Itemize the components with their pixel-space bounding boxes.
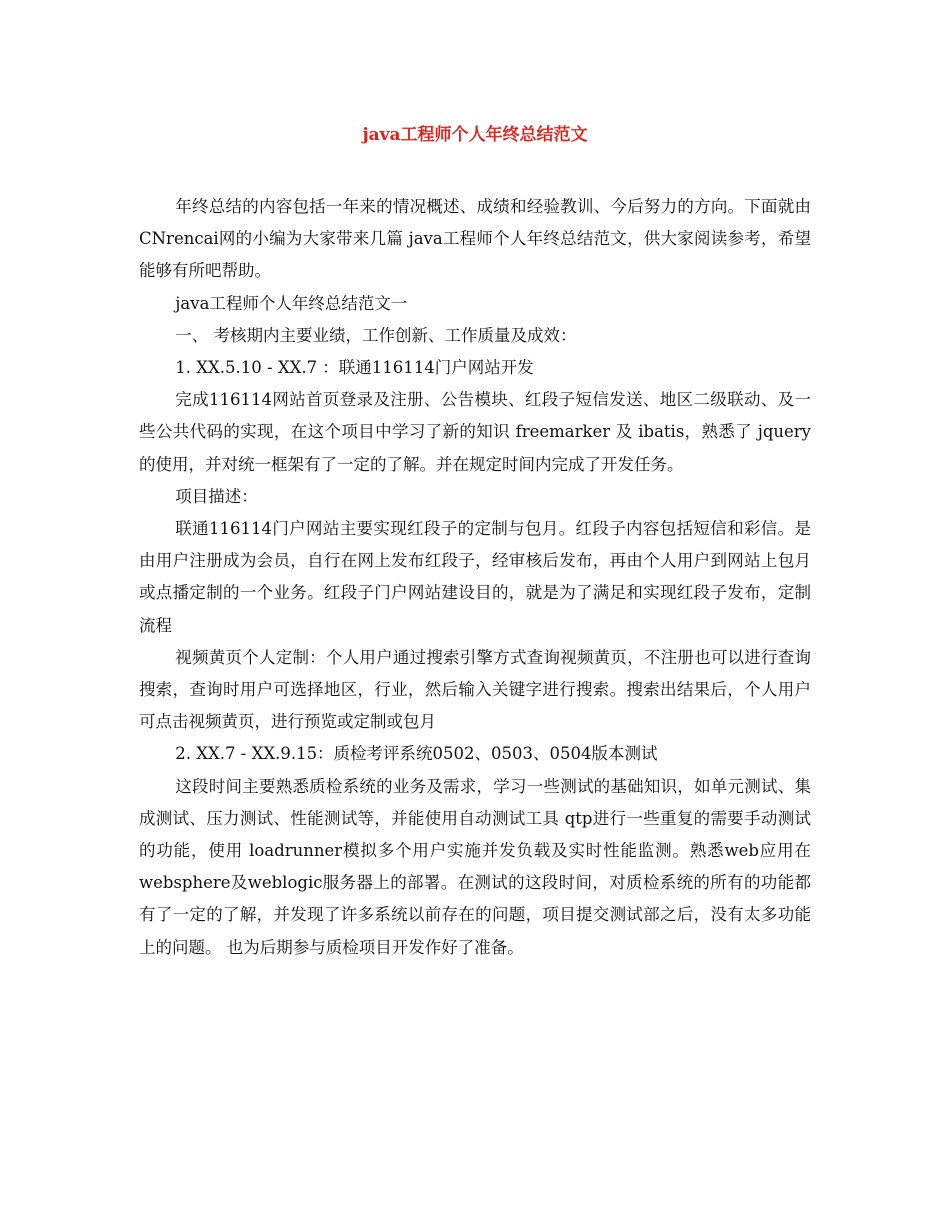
paragraph-item-two-heading: 2. XX.7 - XX.9.15：质检考评系统0502、0503、0504版本测试 bbox=[175, 744, 658, 764]
paragraph-item-one-body: 完成116114网站首页登录及注册、公告模块、红段子短信发送、地区二级联动、及一些公共代码的实现，在这个项目中学习了新的知识 freemarker 及 ibatis，熟悉了 jquery的使用，并对统一框架有了一定的了解。并在规定时间内完成了开发任务。 bbox=[139, 390, 811, 474]
paragraph-part-one-heading: 一、 考核期内主要业绩，工作创新、工作质量及成效： bbox=[175, 325, 577, 345]
document-title: java工程师个人年终总结范文 bbox=[362, 125, 588, 145]
paragraph-item-two-body: 这段时间主要熟悉质检系统的业务及需求，学习一些测试的基础知识，如单元测试、集成测试、压力测试、性能测试等，并能使用自动测试工具 qtp进行一些重复的需要手动测试的功能，使用 loadrunner模拟多个用户实施并发负载及实时性能监测。熟悉web应用在websphere及weblogic服务器上的部署。在测试的这段时间，对质检系统的所有的功能都有了一定的了解，并发现了许多系统以前存在的问题，项目提交测试部之后，没有太多功能上的问题。 也为后期参与质检项目开发作好了准备。 bbox=[139, 776, 811, 957]
paragraph-item-one-heading: 1. XX.5.10 - XX.7 ：联通116114门户网站开发 bbox=[175, 358, 534, 378]
paragraph-video-yellow-pages: 视频黄页个人定制：个人用户通过搜索引擎方式查询视频黄页，不注册也可以进行查询搜索，查询时用户可选择地区，行业，然后输入关键字进行搜索。搜索出结果后，个人用户可点击视频黄页，进行预览或定制或包月 bbox=[139, 647, 811, 732]
paragraph-project-desc-label: 项目描述： bbox=[175, 486, 258, 506]
paragraph-intro: 年终总结的内容包括一年来的情况概述、成绩和经验教训、今后努力的方向。下面就由CNrencai网的小编为大家带来几篇 java工程师个人年终总结范文，供大家阅读参考，希望能够有所吧帮助。 bbox=[139, 197, 811, 281]
paragraph-project-desc-body: 联通116114门户网站主要实现红段子的定制与包月。红段子内容包括短信和彩信。是由用户注册成为会员，自行在网上发布红段子，经审核后发布，再由个人用户到网站上包月或点播定制的一个业务。红段子门户网站建设目的，就是为了满足和实现红段子发布，定制流程 bbox=[139, 519, 811, 635]
paragraph-section-heading: java工程师个人年终总结范文一 bbox=[175, 293, 408, 313]
document-body bbox=[139, 191, 811, 964]
